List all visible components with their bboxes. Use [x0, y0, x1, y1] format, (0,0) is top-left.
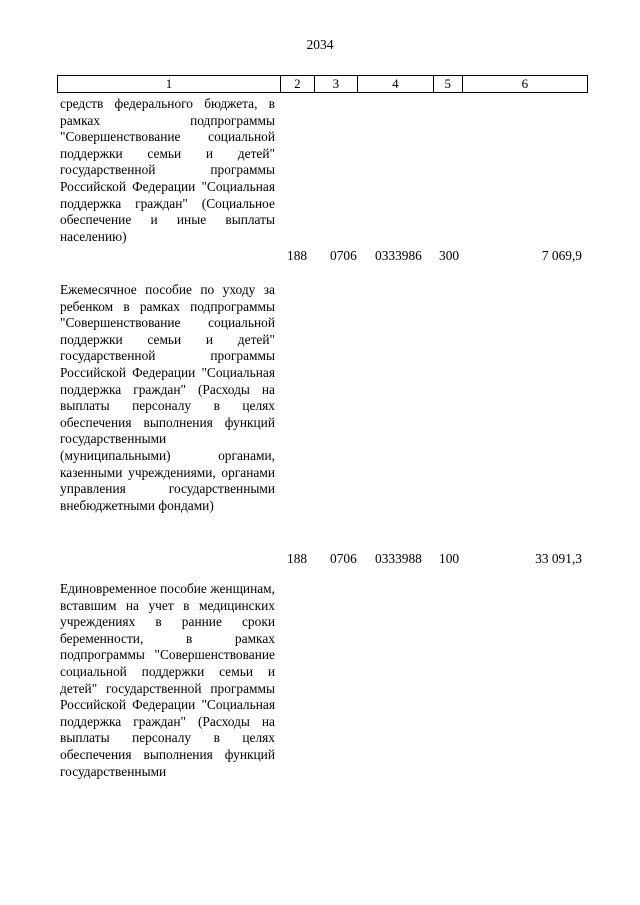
row-value-col3: 0706: [330, 551, 357, 566]
row-value-col2: 188: [287, 551, 308, 566]
row-description: средств федерального бюджета, в рамках подпрограммы "Совершенствование социальной поддержки семьи и детей" государственной программы Российской Федерации "Социальная поддержка граждан" (Социальное обеспечение и иные выплаты населению): [60, 96, 275, 244]
row-value-col6: 33 091,3: [535, 551, 582, 566]
column-header-3: 3: [314, 76, 357, 93]
row-value-col4: 0333988: [375, 551, 422, 566]
row-value-col4: 0333986: [375, 248, 422, 263]
row-value-col3: 0706: [330, 248, 357, 263]
page-number: 2034: [306, 37, 334, 52]
row-value-col5: 300: [439, 248, 460, 263]
row-description: Ежемесячное пособие по уходу за ребенком в рамках подпрограммы "Совершенствование социальной поддержки семьи и детей" государственной программы Российской Федерации "Социальная поддержка граждан" (Расходы на выплаты персоналу в целях обеспечения выполнения функций государственными (муниципальными) органами, казенными учреждениями, органами управления государственными внебюджетными фондами): [60, 282, 275, 513]
column-header-4: 4: [357, 76, 433, 93]
row-value-col6: 7 069,9: [541, 248, 582, 263]
column-header-1: 1: [58, 76, 281, 93]
column-header-row: [58, 76, 588, 93]
column-header-2: 2: [280, 76, 314, 93]
row-value-col5: 100: [439, 551, 460, 566]
row-value-col2: 188: [287, 248, 308, 263]
column-header-6: 6: [462, 76, 587, 93]
row-description: Единовременное пособие женщинам, вставшим на учет в медицинских учреждениях в ранние сроки беременности, в рамках подпрограммы "Совершенствование социальной поддержки семьи и детей" государственной программы Российской Федерации "Социальная поддержка граждан" (Расходы на выплаты персоналу в целях обеспечения выполнения функций государственными: [60, 581, 275, 779]
column-header-5: 5: [433, 76, 462, 93]
column-header-table: [57, 75, 588, 93]
